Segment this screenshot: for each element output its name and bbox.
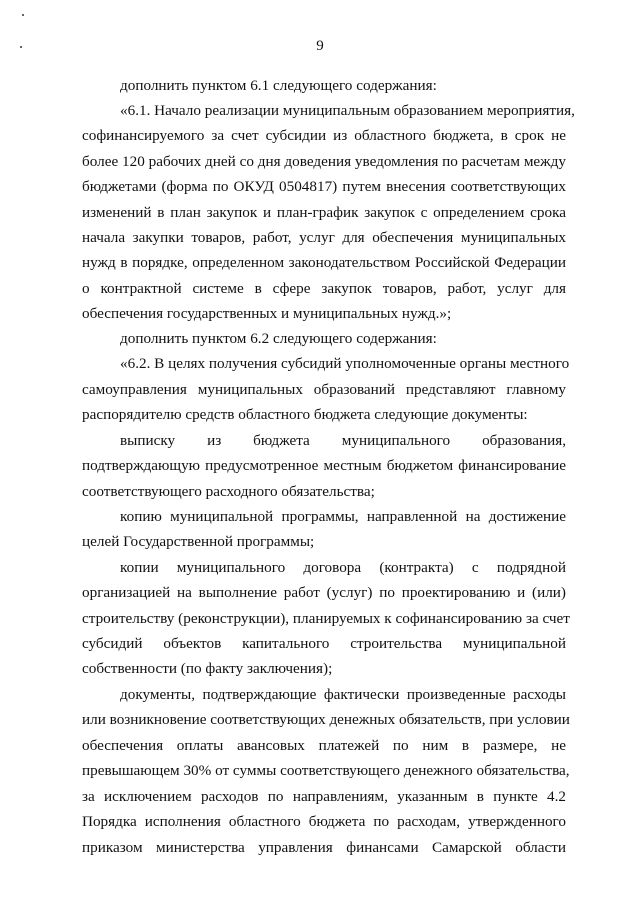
page-number: 9	[316, 38, 324, 54]
text-line: подтверждающую предусмотренное местным бюджетом финансирование	[82, 457, 566, 474]
text-line: софинансируемого за счет субсидии из областного бюджета, в срок не	[82, 127, 566, 144]
text-line: превышающем 30% от суммы соответствующего денежного обязательства,	[82, 762, 570, 779]
text-line: дополнить пунктом 6.1 следующего содержания:	[120, 77, 437, 94]
text-line: распорядителю средств областного бюджета следующие документы:	[82, 406, 528, 423]
text-line: или возникновение соответствующих денежных обязательств, при условии	[82, 711, 570, 728]
text-line: собственности (по факту заключения);	[82, 660, 333, 677]
text-line: строительству (реконструкции), планируемых к софинансированию за счет	[82, 610, 570, 627]
text-line: за исключением расходов по направлениям, указанным в пункте 4.2	[82, 788, 566, 805]
text-line: копию муниципальной программы, направленной на достижение	[120, 508, 566, 525]
text-line: «6.2. В целях получения субсидий уполномоченные органы местного	[120, 355, 570, 372]
text-line: о контрактной системе в сфере закупок товаров, работ, услуг для	[82, 280, 566, 297]
text-line: изменений в план закупок и план-график закупок с определением срока	[82, 204, 566, 221]
text-line: обеспечения государственных и муниципальных нужд.»;	[82, 305, 452, 322]
text-line: приказом министерства управления финансами Самарской области	[82, 839, 566, 856]
text-line: выписку из бюджета муниципального образования,	[120, 432, 566, 449]
text-line: «6.1. Начало реализации муниципальным образованием мероприятия,	[120, 102, 575, 119]
text-line: начала закупки товаров, работ, услуг для обеспечения муниципальных	[82, 229, 566, 246]
text-line: самоуправления муниципальных образований представляют главному	[82, 381, 566, 398]
text-line: организацией на выполнение работ (услуг) по проектированию и (или)	[82, 584, 566, 601]
text-line: нужд в порядке, определенном законодательством Российской Федерации	[82, 254, 566, 271]
text-line: более 120 рабочих дней со дня доведения уведомления по расчетам между	[82, 153, 566, 170]
text-line: целей Государственной программы;	[82, 533, 315, 550]
scan-speck	[22, 14, 24, 16]
text-line: бюджетами (форма по ОКУД 0504817) путем внесения соответствующих	[82, 178, 566, 195]
text-line: обеспечения оплаты авансовых платежей по ним в размере, не	[82, 737, 566, 754]
text-line: дополнить пунктом 6.2 следующего содержания:	[120, 330, 437, 347]
text-line: субсидий объектов капитального строительства муниципальной	[82, 635, 566, 652]
text-line: Порядка исполнения областного бюджета по расходам, утвержденного	[82, 813, 566, 830]
text-line: соответствующего расходного обязательства;	[82, 483, 375, 500]
text-line: документы, подтверждающие фактически произведенные расходы	[120, 686, 566, 703]
text-line: копии муниципального договора (контракта) с подрядной	[120, 559, 566, 576]
